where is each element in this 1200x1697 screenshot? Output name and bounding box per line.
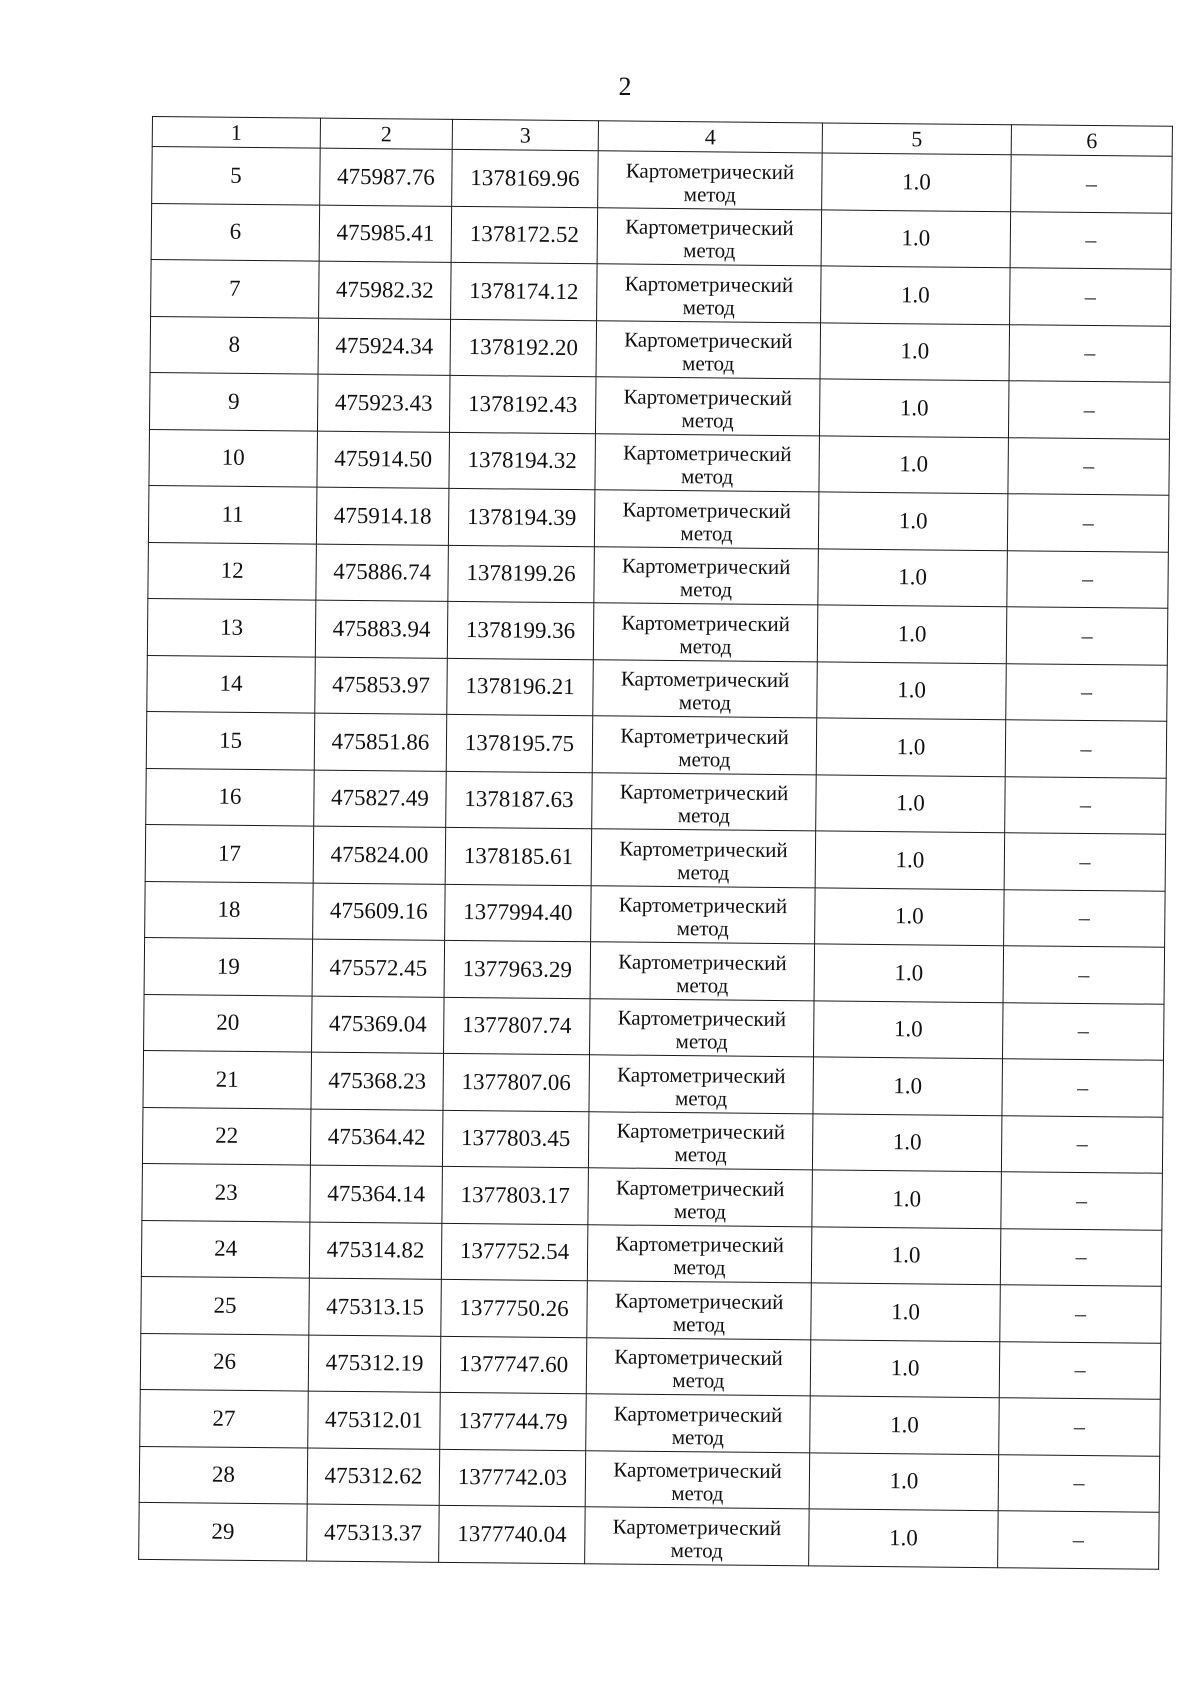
accuracy-cell: 1.0	[811, 1226, 1001, 1284]
x-coordinate-cell: 475886.74	[316, 544, 449, 602]
x-coordinate-cell: 475364.42	[310, 1109, 443, 1167]
method-line-2: метод	[679, 633, 732, 659]
accuracy-cell: 1.0	[816, 718, 1006, 776]
x-coordinate-cell: 475851.86	[314, 713, 447, 771]
method-line-2: метод	[680, 520, 733, 546]
point-number-cell: 13	[147, 598, 316, 656]
table-row	[144, 937, 1164, 1003]
y-coordinate-cell: 1378196.21	[447, 658, 594, 716]
method-line-2: метод	[683, 181, 736, 207]
method-line-1: Картометрический	[619, 779, 789, 806]
method-cell	[593, 659, 818, 718]
x-coordinate-cell: 475312.01	[308, 1391, 441, 1449]
column-header-5: 5	[822, 123, 1011, 155]
point-number-cell: 19	[144, 937, 313, 995]
x-coordinate-cell: 475364.14	[310, 1165, 443, 1223]
method-line-1: Картометрический	[624, 327, 793, 354]
y-coordinate-cell: 1378194.39	[448, 488, 595, 546]
y-coordinate-cell: 1377807.74	[444, 997, 591, 1055]
point-number-cell: 25	[141, 1276, 310, 1334]
method-line-2: метод	[678, 690, 732, 715]
method-line-2: метод	[676, 916, 729, 941]
method-line-1: Картометрический	[620, 666, 790, 693]
method-line-2: метод	[676, 972, 729, 998]
method-cell	[590, 998, 815, 1057]
method-cell	[589, 1055, 814, 1114]
x-coordinate-cell: 475572.45	[312, 939, 445, 997]
note-cell: –	[998, 1454, 1160, 1512]
column-header-1: 1	[152, 117, 320, 149]
method-cell	[587, 1281, 812, 1340]
method-line-1: Картометрический	[625, 158, 795, 184]
coordinates-table-container	[138, 116, 1172, 1569]
note-cell: –	[1010, 211, 1172, 269]
accuracy-cell: 1.0	[818, 548, 1008, 606]
y-coordinate-cell: 1378187.63	[446, 771, 593, 829]
method-line-1: Картометрический	[614, 1344, 783, 1371]
point-number-cell: 6	[151, 203, 320, 261]
y-coordinate-cell: 1377963.29	[444, 940, 591, 998]
y-coordinate-cell: 1378185.61	[445, 827, 592, 885]
table-row	[141, 1220, 1161, 1286]
note-cell: –	[1009, 324, 1171, 382]
x-coordinate-cell: 475312.19	[308, 1335, 441, 1393]
note-cell: –	[1008, 381, 1170, 439]
method-line-1: Картометрический	[613, 1457, 782, 1484]
accuracy-cell: 1.0	[822, 153, 1012, 211]
method-cell	[593, 603, 818, 662]
note-cell: –	[1008, 437, 1170, 495]
point-number-cell: 22	[142, 1107, 311, 1165]
method-line-1: Картометрический	[622, 497, 792, 523]
note-cell: –	[1010, 268, 1172, 326]
y-coordinate-cell: 1378192.43	[449, 375, 596, 433]
method-line-1: Картометрический	[624, 271, 794, 297]
method-cell	[597, 264, 822, 323]
table-row	[142, 1107, 1162, 1173]
method-line-2: метод	[681, 351, 735, 376]
method-line-2: метод	[683, 238, 736, 263]
method-cell	[598, 151, 823, 210]
table-row	[144, 994, 1164, 1060]
x-coordinate-cell: 475312.62	[307, 1448, 440, 1506]
x-coordinate-cell: 475853.97	[315, 657, 448, 715]
point-number-cell: 29	[139, 1502, 308, 1560]
method-line-1: Картометрический	[617, 1005, 787, 1032]
accuracy-cell: 1.0	[821, 266, 1011, 324]
note-cell: –	[1003, 946, 1165, 1004]
x-coordinate-cell: 475368.23	[311, 1052, 444, 1110]
table-row	[151, 203, 1171, 269]
x-coordinate-cell: 475924.34	[318, 318, 451, 376]
point-number-cell: 5	[152, 147, 321, 205]
x-coordinate-cell: 475609.16	[313, 883, 446, 941]
accuracy-cell: 1.0	[817, 661, 1007, 719]
note-cell: –	[1002, 1002, 1164, 1060]
table-row	[149, 372, 1169, 438]
method-line-2: метод	[673, 1198, 727, 1224]
method-line-1: Картометрический	[618, 892, 788, 919]
note-cell: –	[1006, 663, 1168, 721]
y-coordinate-cell: 1378174.12	[451, 262, 598, 320]
y-coordinate-cell: 1378199.26	[448, 545, 595, 603]
column-header-4: 4	[598, 121, 822, 153]
accuracy-cell: 1.0	[809, 1509, 999, 1567]
point-number-cell: 27	[140, 1389, 309, 1447]
x-coordinate-cell: 475827.49	[314, 770, 447, 828]
y-coordinate-cell: 1378172.52	[451, 206, 598, 264]
method-line-2: метод	[681, 407, 734, 433]
method-line-2: метод	[674, 1142, 727, 1167]
table-row	[148, 485, 1168, 551]
accuracy-cell: 1.0	[819, 435, 1009, 493]
point-number-cell: 26	[140, 1333, 309, 1391]
x-coordinate-cell: 475923.43	[317, 374, 450, 432]
method-line-1: Картометрический	[620, 723, 789, 749]
table-row	[148, 542, 1168, 608]
note-cell: –	[1011, 155, 1173, 213]
method-line-1: Картометрический	[621, 553, 791, 580]
point-number-cell: 28	[139, 1446, 308, 1504]
point-number-cell: 23	[142, 1163, 311, 1221]
method-cell	[588, 1168, 813, 1227]
accuracy-cell: 1.0	[816, 774, 1006, 832]
y-coordinate-cell: 1378199.36	[447, 601, 594, 659]
note-cell: –	[1000, 1228, 1162, 1286]
table-row	[140, 1333, 1160, 1399]
point-number-cell: 9	[149, 372, 318, 430]
y-coordinate-cell: 1377744.79	[440, 1392, 587, 1450]
accuracy-cell: 1.0	[812, 1170, 1002, 1228]
table-row	[152, 147, 1172, 213]
method-line-2: метод	[675, 1029, 728, 1054]
note-cell: –	[1001, 1115, 1163, 1173]
table-row	[141, 1276, 1161, 1342]
point-number-cell: 14	[147, 655, 316, 713]
y-coordinate-cell: 1378194.32	[449, 432, 596, 490]
point-number-cell: 16	[146, 768, 315, 826]
table-row	[142, 1163, 1162, 1229]
method-line-1: Картометрический	[612, 1514, 782, 1540]
method-cell	[585, 1507, 810, 1566]
point-number-cell: 7	[151, 259, 320, 317]
method-line-2: метод	[671, 1424, 725, 1450]
method-line-2: метод	[682, 294, 735, 320]
method-line-2: метод	[672, 1368, 725, 1393]
table-row	[149, 429, 1169, 495]
point-number-cell: 11	[148, 485, 317, 543]
accuracy-cell: 1.0	[814, 944, 1004, 1002]
method-line-1: Картометрический	[615, 1175, 785, 1201]
method-cell	[591, 885, 816, 944]
page-number: 2	[618, 72, 632, 101]
y-coordinate-cell: 1378192.20	[450, 319, 597, 377]
x-coordinate-cell: 475914.18	[316, 487, 449, 545]
coordinates-table	[138, 116, 1173, 1569]
note-cell: –	[999, 1398, 1161, 1456]
method-cell	[594, 546, 819, 605]
column-header-2: 2	[320, 118, 452, 149]
point-number-cell: 24	[141, 1220, 310, 1278]
accuracy-cell: 1.0	[815, 887, 1005, 945]
method-cell	[588, 1111, 813, 1170]
x-coordinate-cell: 475914.50	[317, 431, 450, 489]
note-cell: –	[1005, 720, 1167, 778]
x-coordinate-cell: 475824.00	[313, 826, 446, 884]
y-coordinate-cell: 1377994.40	[445, 884, 592, 942]
point-number-cell: 20	[144, 994, 313, 1052]
accuracy-cell: 1.0	[812, 1113, 1002, 1171]
table-row	[146, 768, 1166, 834]
table-row	[140, 1389, 1160, 1455]
y-coordinate-cell: 1377750.26	[441, 1279, 588, 1337]
accuracy-cell: 1.0	[817, 605, 1007, 663]
method-line-1: Картометрический	[619, 836, 788, 862]
method-line-1: Картометрический	[613, 1401, 783, 1427]
note-cell: –	[998, 1511, 1160, 1569]
accuracy-cell: 1.0	[820, 322, 1010, 380]
method-line-1: Картометрический	[618, 949, 787, 975]
x-coordinate-cell: 475987.76	[320, 148, 453, 206]
method-line-2: метод	[670, 1537, 723, 1563]
point-number-cell: 10	[149, 429, 318, 487]
note-cell: –	[1005, 776, 1167, 834]
method-line-2: метод	[677, 803, 730, 828]
y-coordinate-cell: 1378169.96	[452, 149, 599, 207]
method-cell	[594, 490, 819, 549]
method-line-2: метод	[673, 1255, 726, 1280]
method-line-2: метод	[674, 1085, 728, 1111]
y-coordinate-cell: 1377803.17	[442, 1166, 589, 1224]
y-coordinate-cell: 1377747.60	[440, 1336, 587, 1394]
x-coordinate-cell: 475314.82	[309, 1222, 442, 1280]
note-cell: –	[999, 1341, 1161, 1399]
x-coordinate-cell: 475313.37	[307, 1504, 440, 1562]
point-number-cell: 15	[146, 711, 315, 769]
note-cell: –	[1002, 1059, 1164, 1117]
point-number-cell: 12	[148, 542, 317, 600]
accuracy-cell: 1.0	[810, 1339, 1000, 1397]
point-number-cell: 18	[145, 881, 314, 939]
y-coordinate-cell: 1377742.03	[439, 1449, 586, 1507]
note-cell: –	[1004, 889, 1166, 947]
table-row	[139, 1446, 1159, 1512]
method-line-2: метод	[677, 859, 730, 885]
note-cell: –	[1001, 1172, 1163, 1230]
table-row	[146, 711, 1166, 777]
y-coordinate-cell: 1377807.06	[443, 1053, 590, 1111]
column-header-3: 3	[452, 119, 598, 150]
method-line-1: Картометрический	[621, 610, 791, 636]
note-cell: –	[1000, 1285, 1162, 1343]
accuracy-cell: 1.0	[809, 1452, 999, 1510]
x-coordinate-cell: 475369.04	[312, 996, 445, 1054]
table-row	[143, 1050, 1163, 1116]
method-line-1: Картометрический	[616, 1062, 786, 1088]
x-coordinate-cell: 475313.15	[309, 1278, 442, 1336]
method-cell	[595, 433, 820, 492]
table-row	[151, 259, 1171, 325]
table-body	[139, 147, 1173, 1569]
method-line-2: метод	[679, 577, 733, 602]
y-coordinate-cell: 1377803.45	[442, 1110, 589, 1168]
table-row	[139, 1502, 1159, 1568]
method-line-1: Картометрический	[622, 440, 792, 467]
x-coordinate-cell: 475985.41	[319, 205, 452, 263]
method-cell	[586, 1337, 811, 1396]
x-coordinate-cell: 475883.94	[315, 600, 448, 658]
method-line-1: Картометрический	[614, 1288, 784, 1314]
method-cell	[587, 1224, 812, 1283]
method-line-2: метод	[671, 1481, 724, 1506]
method-line-1: Картометрический	[623, 384, 793, 410]
table-row	[145, 824, 1165, 890]
table-row	[145, 881, 1165, 947]
note-cell: –	[1004, 833, 1166, 891]
point-number-cell: 21	[143, 1050, 312, 1108]
column-header-6: 6	[1011, 125, 1172, 157]
accuracy-cell: 1.0	[821, 209, 1011, 267]
accuracy-cell: 1.0	[818, 492, 1008, 550]
method-line-2: метод	[672, 1311, 726, 1337]
note-cell: –	[1006, 607, 1168, 665]
method-cell	[592, 716, 817, 775]
accuracy-cell: 1.0	[819, 379, 1009, 437]
point-number-cell: 8	[150, 316, 319, 374]
method-cell	[595, 377, 820, 436]
x-coordinate-cell: 475982.32	[319, 261, 452, 319]
method-cell	[590, 942, 815, 1001]
table-row	[147, 655, 1167, 721]
note-cell: –	[1007, 494, 1169, 552]
method-line-1: Картометрический	[616, 1118, 786, 1145]
table-row	[147, 598, 1167, 664]
method-line-1: Картометрический	[615, 1231, 785, 1258]
table-row	[150, 316, 1170, 382]
method-cell	[585, 1450, 810, 1509]
y-coordinate-cell: 1377740.04	[439, 1505, 586, 1563]
note-cell: –	[1007, 550, 1169, 608]
method-line-2: метод	[680, 464, 734, 489]
method-cell	[586, 1394, 811, 1453]
method-line-2: метод	[678, 746, 731, 772]
method-cell	[597, 207, 822, 266]
accuracy-cell: 1.0	[813, 1000, 1003, 1058]
method-cell	[592, 772, 817, 831]
y-coordinate-cell: 1377752.54	[441, 1223, 588, 1281]
accuracy-cell: 1.0	[810, 1396, 1000, 1454]
method-cell	[591, 829, 816, 888]
accuracy-cell: 1.0	[811, 1283, 1001, 1341]
accuracy-cell: 1.0	[813, 1057, 1003, 1115]
accuracy-cell: 1.0	[815, 831, 1005, 889]
method-line-1: Картометрический	[625, 214, 794, 241]
method-cell	[596, 320, 821, 379]
y-coordinate-cell: 1378195.75	[446, 714, 593, 772]
point-number-cell: 17	[145, 824, 314, 882]
